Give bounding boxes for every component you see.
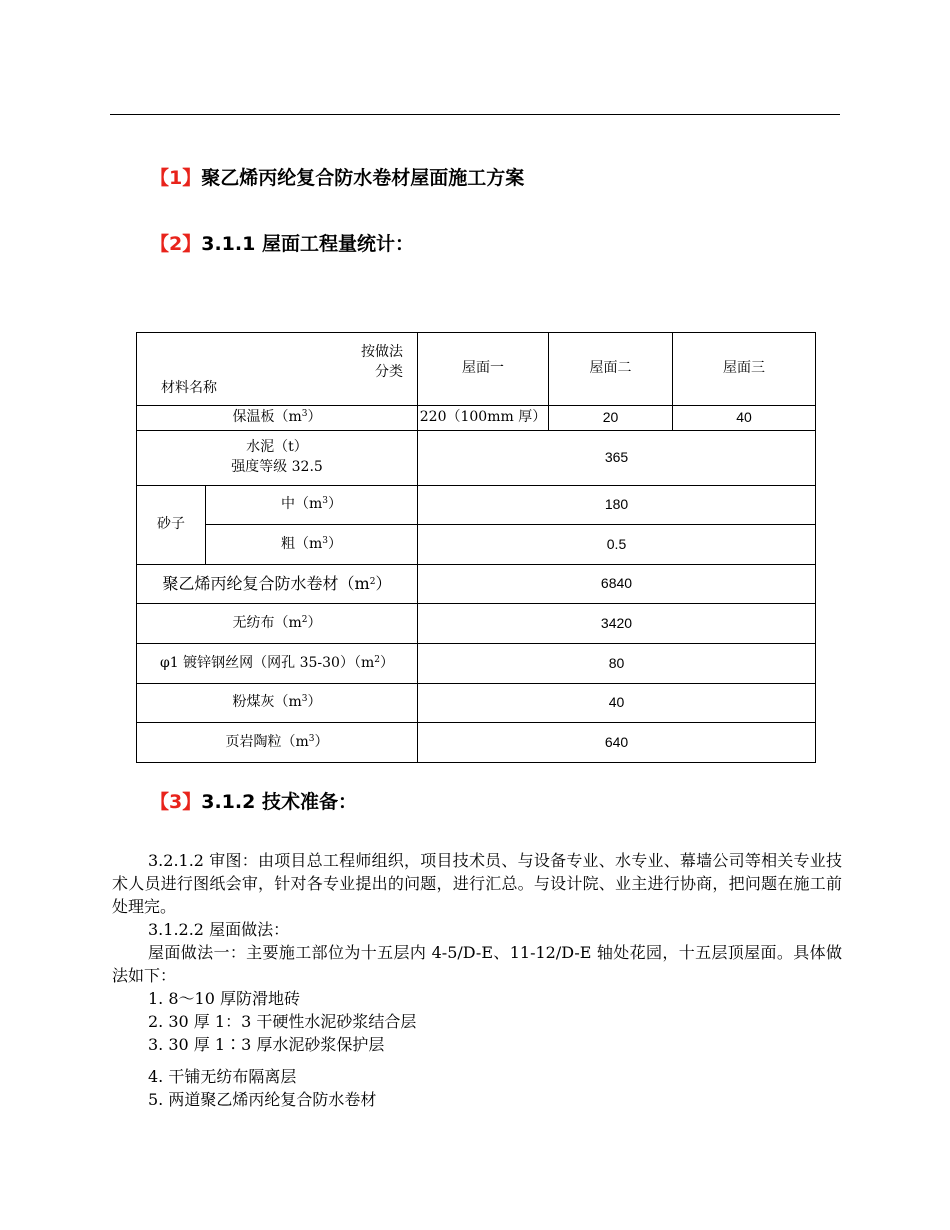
value-cell: 3420 <box>418 604 816 644</box>
col-roof-1: 屋面一 <box>418 333 549 406</box>
heading-number: 【2】 <box>150 233 202 255</box>
table-row <box>137 723 816 763</box>
value-cell: 640 <box>418 723 816 763</box>
table-row <box>137 604 816 644</box>
table-row <box>137 644 816 684</box>
table-row <box>137 406 816 431</box>
value-cell: 180 <box>418 486 816 525</box>
heading-text: 3.1.2 技术准备： <box>201 791 357 813</box>
value-cell: 40 <box>418 684 816 723</box>
material-name: φ1 镀锌钢丝网（网孔 $35-30)(m^2)$ <box>137 644 418 684</box>
heading-title <box>150 163 524 190</box>
group-label-sand: 砂子 <box>137 486 206 565</box>
material-name: 水泥（t） 强度等级 32.5 <box>137 431 418 486</box>
header-rule <box>110 114 840 115</box>
header-method-label: 按做法 <box>361 344 403 360</box>
paragraph-roof-method: 3.1.2.2 屋面做法： <box>148 920 290 939</box>
material-name: 粉煤灰$(m^3)$ <box>137 684 418 723</box>
value-cell: 365 <box>418 431 816 486</box>
header-material-label: 材料名称 <box>161 380 217 397</box>
heading-number: 【3】 <box>150 791 202 813</box>
value-cell: 6840 <box>418 565 816 604</box>
table-row <box>137 565 816 604</box>
list-item: 2. 30 厚 1：3 干硬性水泥砂浆结合层 <box>148 1012 417 1031</box>
material-name: 页岩陶粒$(m^3)$ <box>137 723 418 763</box>
body-text <box>112 849 842 1111</box>
table-row <box>137 431 816 486</box>
value-cell: 20 <box>549 406 673 431</box>
heading-text: 3.1.1 屋面工程量统计： <box>201 233 414 255</box>
header-category-label: 分类 <box>375 363 403 380</box>
value-cell: 40 <box>673 406 816 431</box>
table-row <box>137 486 816 525</box>
table-row <box>137 525 816 565</box>
quantity-table <box>136 332 816 763</box>
material-name: 无纺布$(m^2)$ <box>137 604 418 644</box>
material-name: 聚乙烯丙纶复合防水卷材$(m^2)$ <box>137 565 418 604</box>
value-cell: 80 <box>418 644 816 684</box>
table-header-row <box>137 333 816 406</box>
heading-number: 【1】 <box>150 167 202 189</box>
col-roof-3: 屋面三 <box>673 333 816 406</box>
heading-text: 聚乙烯丙纶复合防水卷材屋面施工方案 <box>201 167 525 189</box>
heading-3-1-1 <box>150 229 414 256</box>
value-cell: 0.5 <box>418 525 816 565</box>
paragraph-roof-method-1: 屋面做法一：主要施工部位为十五层内 4-5/D-E、11-12/D-E 轴处花园，十五层顶屋面。具体做法如下： <box>112 943 842 985</box>
material-name: 保温板$(m^3)$ <box>137 406 418 431</box>
material-name: 中$(m^3)$ <box>206 486 418 525</box>
value-cell: 220（100mm 厚） <box>418 406 549 431</box>
diagonal-header-cell <box>137 333 418 406</box>
material-name: 粗$(m^3)$ <box>206 525 418 565</box>
heading-3-1-2 <box>150 787 357 814</box>
col-roof-2: 屋面二 <box>549 333 673 406</box>
list-item: 3. 30 厚 1∶3 厚水泥砂浆保护层 <box>148 1035 385 1054</box>
list-item: 1. 8～10 厚防滑地砖 <box>148 989 300 1008</box>
list-item: 5. 两道聚乙烯丙纶复合防水卷材 <box>148 1090 377 1109</box>
table-row <box>137 684 816 723</box>
paragraph-review: 3.2.1.2 审图：由项目总工程师组织，项目技术员、与设备专业、水专业、幕墙公司等相关专业技术人员进行图纸会审，针对各专业提出的问题，进行汇总。与设计院、业主进行协商，把问题在施工前处理完。 <box>112 851 842 916</box>
list-item: 4. 干铺无纺布隔离层 <box>148 1067 297 1086</box>
